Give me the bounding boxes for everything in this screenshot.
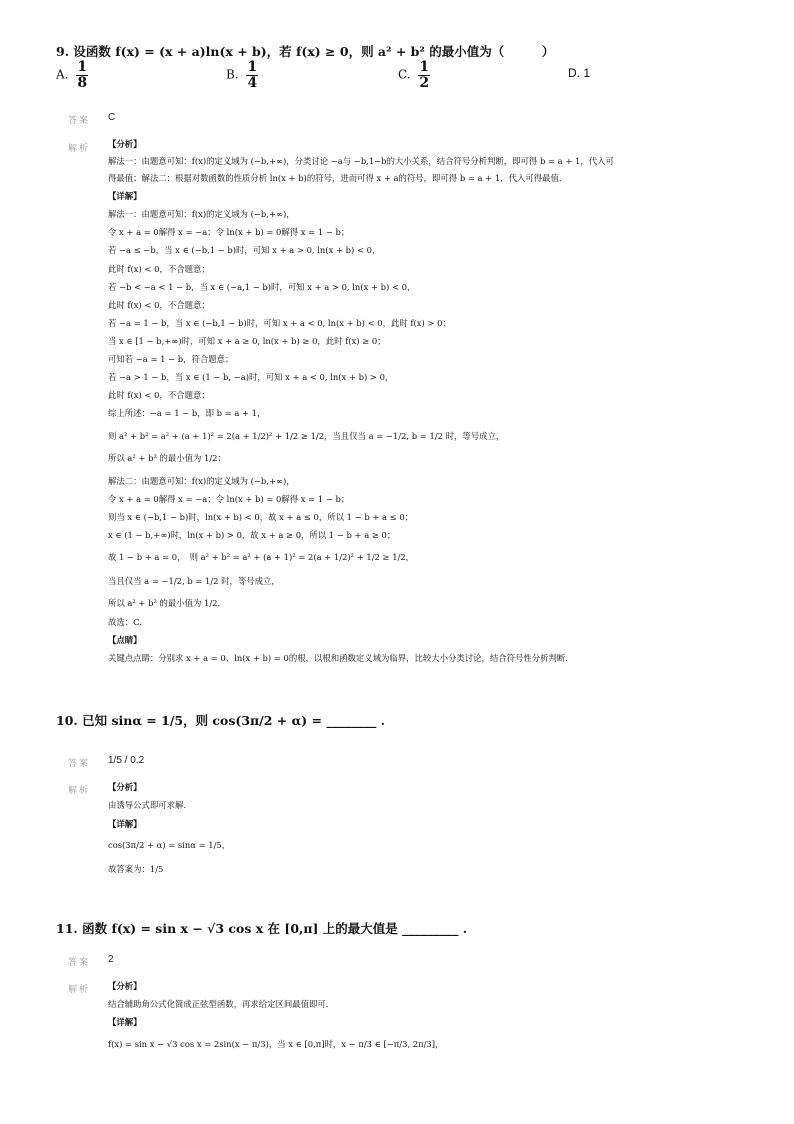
q9-line: 所以 a² + b² 的最小值为 1/2； bbox=[108, 453, 226, 463]
option-d[interactable] bbox=[568, 66, 590, 80]
q9-line: 解法二：由题意可知：f(x)的定义域为 (−b,+∞)， bbox=[108, 476, 295, 486]
option-a-fraction: $\frac{1}{8}$ bbox=[77, 59, 88, 91]
question-10-stem: 10. 已知 sinα = 1/5，则 cos(3π/2 + α) = ________ . bbox=[56, 713, 386, 728]
option-b-fraction: $\frac{1}{4}$ bbox=[247, 59, 258, 91]
q9-line: 得最值；解法二：根据对数函数的性质分析 ln(x + b)的符号，进而可得 x + a的符号，即可得 b = a + 1，代入可得最值. bbox=[108, 173, 562, 183]
q10-answer: 1/5 / 0.2 bbox=[108, 755, 145, 766]
option-d-text: 1 bbox=[583, 66, 591, 80]
option-d-label: D. bbox=[568, 66, 580, 80]
q9-line: x ∈ (1 − b,+∞)时，ln(x + b) > 0，故 x + a ≥ 0，所以 1 − b + a ≥ 0； bbox=[108, 530, 396, 540]
q9-line: 【点睛】 bbox=[108, 635, 142, 645]
q9-line: 则 a² + b² = a² + (a + 1)² = 2(a + 1/2)² + 1/2 ≥ 1/2，当且仅当 a = −1/2, b = 1/2 时，等号成立， bbox=[108, 431, 505, 441]
q11-line: 【详解】 bbox=[108, 1017, 142, 1027]
q9-line: 若 −a ≤ −b，当 x ∈ (−b,1 − b)时，可知 x + a > 0, ln(x + b) < 0， bbox=[108, 245, 381, 255]
q11-line: 【分析】 bbox=[108, 981, 142, 991]
option-a-label: A. bbox=[56, 67, 69, 82]
q9-line: 综上所述：−a = 1 − b，即 b = a + 1， bbox=[108, 408, 266, 418]
q9-line: 解法一：由题意可知：f(x)的定义域为 (−b,+∞)， bbox=[108, 209, 295, 219]
option-c-fraction: $\frac{1}{2}$ bbox=[419, 59, 430, 91]
question-9-stem: 9. 设函数 f(x) = (x + a)ln(x + b)，若 f(x) ≥ 0，则 a² + b² 的最小值为（ ） bbox=[56, 44, 555, 59]
q9-answer: C bbox=[108, 112, 116, 123]
q10-line: 由诱导公式即可求解. bbox=[108, 800, 187, 810]
q9-line: 故选：C. bbox=[108, 617, 142, 627]
q9-line: 【详解】 bbox=[108, 191, 142, 201]
q11-analysis-tag: 解析 bbox=[68, 984, 91, 994]
q9-analysis-tag: 解析 bbox=[68, 143, 91, 153]
q10-line: cos(3π/2 + α) = sinα = 1/5， bbox=[108, 840, 231, 850]
q9-line: 当 x ∈ [1 − b,+∞)时，可知 x + a ≥ 0, ln(x + b) ≥ 0，此时 f(x) ≥ 0； bbox=[108, 336, 386, 346]
q9-line: 令 x + a = 0解得 x = −a；令 ln(x + b) = 0解得 x = 1 − b； bbox=[108, 494, 350, 504]
q11-line: f(x) = sin x − √3 cos x = 2sin(x − π/3)，当 x ∈ [0,π]时，x − π/3 ∈ [−π/3, 2π/3]， bbox=[108, 1039, 444, 1049]
q9-answer-tag: 答案 bbox=[68, 115, 91, 125]
q10-analysis-tag: 解析 bbox=[68, 785, 91, 795]
q9-line: 所以 a² + b² 的最小值为 1/2. bbox=[108, 598, 221, 608]
q11-answer: 2 bbox=[108, 954, 114, 965]
q9-line: 若 −b < −a < 1 − b，当 x ∈ (−a,1 − b)时，可知 x + a > 0, ln(x + b) < 0， bbox=[108, 282, 416, 292]
q9-line: 此时 f(x) < 0，不合题意； bbox=[108, 390, 210, 400]
question-11-stem: 11. 函数 f(x) = sin x − √3 cos x 在 [0,π] 上的最大值是 _________ . bbox=[56, 921, 468, 936]
q9-line: 若 −a > 1 − b，当 x ∈ (1 − b, −a)时，可知 x + a < 0, ln(x + b) > 0， bbox=[108, 372, 394, 382]
q9-line: 则当 x ∈ (−b,1 − b)时，ln(x + b) < 0，故 x + a ≤ 0，所以 1 − b + a ≤ 0； bbox=[108, 512, 414, 522]
q11-line: 结合辅助角公式化简成正弦型函数，再求给定区间最值即可. bbox=[108, 999, 329, 1009]
q9-line: 可知若 −a = 1 − b，符合题意； bbox=[108, 354, 234, 364]
q9-line: 令 x + a = 0解得 x = −a；令 ln(x + b) = 0解得 x = 1 − b； bbox=[108, 227, 350, 237]
q9-line: 故 1 − b + a = 0， 则 a² + b² = a² + (a + 1)² = 2(a + 1/2)² + 1/2 ≥ 1/2， bbox=[108, 552, 415, 562]
option-c[interactable] bbox=[398, 60, 430, 90]
q9-line: 若 −a = 1 − b，当 x ∈ (−b,1 − b)时，可知 x + a < 0, ln(x + b) < 0，此时 f(x) > 0； bbox=[108, 318, 451, 328]
q9-line: 关键点点睛：分别求 x + a = 0、ln(x + b) = 0的根，以根和函数定义域为临界，比较大小分类讨论，结合符号性分析判断. bbox=[108, 653, 568, 663]
q10-answer-tag: 答案 bbox=[68, 758, 91, 768]
option-c-label: C. bbox=[398, 67, 411, 82]
q10-line: 故答案为：1/5 bbox=[108, 864, 164, 874]
option-b[interactable] bbox=[226, 60, 258, 90]
option-b-label: B. bbox=[226, 67, 239, 82]
q9-line: 此时 f(x) < 0，不合题意； bbox=[108, 264, 210, 274]
q9-line: 此时 f(x) < 0，不合题意； bbox=[108, 300, 210, 310]
q10-line: 【详解】 bbox=[108, 819, 142, 829]
option-a[interactable] bbox=[56, 60, 88, 90]
q11-answer-tag: 答案 bbox=[68, 957, 91, 967]
q9-line: 解法一：由题意可知：f(x)的定义域为 (−b,+∞)，分类讨论 −a与 −b,1−b的大小关系，结合符号分析判断，即可得 b = a + 1，代入可 bbox=[108, 156, 614, 166]
q9-line: 当且仅当 a = −1/2, b = 1/2 时，等号成立， bbox=[108, 576, 280, 586]
q9-line: 【分析】 bbox=[108, 139, 142, 149]
q10-line: 【分析】 bbox=[108, 782, 142, 792]
